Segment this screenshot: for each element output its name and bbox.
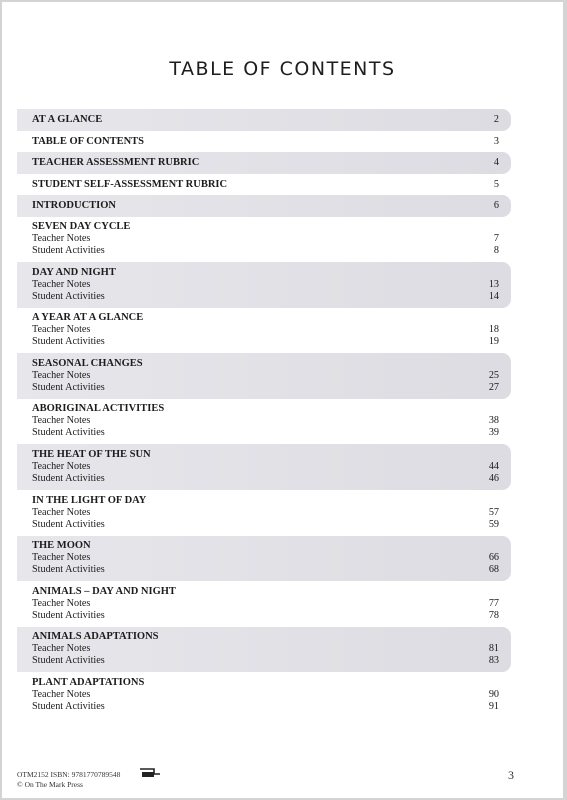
toc-entry-title: AT A GLANCE	[32, 114, 103, 126]
table-of-contents	[17, 109, 511, 718]
toc-section-title: ANIMALS – DAY AND NIGHT	[32, 585, 176, 597]
toc-page-number: 77	[488, 597, 499, 609]
toc-page-number: 46	[488, 472, 499, 484]
toc-section-plant-adaptations	[17, 672, 511, 718]
toc-page-number: 14	[488, 290, 499, 302]
toc-page-number: 81	[488, 643, 499, 655]
toc-page-number: 27	[488, 381, 499, 393]
toc-section-in-the-light-of-day	[17, 490, 511, 536]
toc-section-title: THE MOON	[32, 540, 91, 552]
toc-page-number: 6	[493, 200, 499, 212]
toc-section-title: ABORIGINAL ACTIVITIES	[32, 403, 165, 415]
footer-code: OTM2152 ISBN: 9781770789548	[17, 770, 121, 779]
toc-item-label: Student Activities	[32, 564, 105, 576]
toc-section-title: DAY AND NIGHT	[32, 266, 116, 278]
toc-section-day-and-night	[17, 262, 511, 308]
page-title: TABLE OF CONTENTS	[169, 58, 396, 80]
publisher-logo-icon	[139, 768, 161, 778]
toc-page-number: 19	[488, 336, 499, 348]
toc-page-number: 59	[488, 518, 499, 530]
toc-page-number: 4	[493, 157, 499, 169]
toc-item-label: Teacher Notes	[32, 415, 91, 427]
toc-item-label: Teacher Notes	[32, 369, 91, 381]
toc-page-number: 25	[488, 369, 499, 381]
toc-page-number: 44	[488, 460, 499, 472]
toc-page-number: 2	[493, 114, 499, 126]
document-page	[2, 2, 563, 798]
toc-item-label: Teacher Notes	[32, 233, 91, 244]
toc-item-label: Teacher Notes	[32, 688, 91, 700]
toc-page-number: 83	[488, 655, 499, 667]
toc-section-title: SEVEN DAY CYCLE	[32, 221, 131, 232]
toc-item-label: Student Activities	[32, 427, 105, 439]
toc-section-title: ANIMALS ADAPTATIONS	[32, 631, 159, 643]
toc-item-label: Teacher Notes	[32, 643, 91, 655]
toc-page-number: 13	[488, 278, 499, 290]
toc-entry-student-self-assessment-rubric	[17, 174, 511, 196]
toc-page-number: 66	[488, 552, 499, 564]
toc-section-a-year-at-a-glance	[17, 308, 511, 354]
toc-section-seven-day-cycle	[17, 217, 511, 263]
toc-page-number: 3	[493, 135, 499, 147]
toc-entry-table-of-contents	[17, 131, 511, 153]
footer-copyright: © On The Mark Press	[17, 780, 83, 789]
toc-section-animals-adaptations	[17, 627, 511, 673]
toc-section-title: THE HEAT OF THE SUN	[32, 448, 151, 460]
toc-item-label: Student Activities	[32, 245, 105, 256]
toc-page-number: 68	[488, 564, 499, 576]
toc-item-label: Student Activities	[32, 609, 105, 621]
toc-item-label: Student Activities	[32, 518, 105, 530]
toc-page-number: 91	[488, 700, 499, 712]
toc-entry-introduction	[17, 195, 511, 217]
toc-item-label: Student Activities	[32, 381, 105, 393]
toc-entry-at-a-glance	[17, 109, 511, 131]
toc-item-label: Teacher Notes	[32, 460, 91, 472]
toc-page-number: 78	[488, 609, 499, 621]
toc-entry-title: TEACHER ASSESSMENT RUBRIC	[32, 157, 200, 169]
toc-section-title: IN THE LIGHT OF DAY	[32, 494, 147, 506]
toc-item-label: Student Activities	[32, 472, 105, 484]
toc-item-label: Student Activities	[32, 336, 105, 348]
page-footer	[17, 770, 120, 790]
toc-item-label: Teacher Notes	[32, 597, 91, 609]
toc-section-seasonal-changes	[17, 353, 511, 399]
toc-section-title: PLANT ADAPTATIONS	[32, 676, 145, 688]
toc-page-number: 57	[488, 506, 499, 518]
toc-section-title: SEASONAL CHANGES	[32, 357, 143, 369]
toc-entry-title: INTRODUCTION	[32, 200, 117, 212]
toc-item-label: Student Activities	[32, 655, 105, 667]
toc-page-number: 90	[488, 688, 499, 700]
toc-section-the-heat-of-the-sun	[17, 444, 511, 490]
toc-section-animals-day-and-night	[17, 581, 511, 627]
toc-entry-title: TABLE OF CONTENTS	[32, 135, 145, 147]
toc-page-number: 8	[493, 245, 499, 256]
toc-item-label: Student Activities	[32, 290, 105, 302]
toc-page-number: 5	[493, 178, 499, 190]
toc-page-number: 38	[488, 415, 499, 427]
toc-page-number: 7	[493, 233, 499, 244]
toc-entry-title: STUDENT SELF-ASSESSMENT RUBRIC	[32, 178, 228, 190]
toc-entry-teacher-assessment-rubric	[17, 152, 511, 174]
toc-item-label: Student Activities	[32, 700, 105, 712]
toc-page-number: 39	[488, 427, 499, 439]
toc-item-label: Teacher Notes	[32, 324, 91, 336]
toc-section-aboriginal-activities	[17, 399, 511, 445]
toc-item-label: Teacher Notes	[32, 278, 91, 290]
toc-item-label: Teacher Notes	[32, 552, 91, 564]
toc-page-number: 18	[488, 324, 499, 336]
toc-item-label: Teacher Notes	[32, 506, 91, 518]
toc-section-the-moon	[17, 536, 511, 582]
toc-section-title: A YEAR AT A GLANCE	[32, 312, 144, 324]
page-number: 3	[508, 768, 514, 782]
